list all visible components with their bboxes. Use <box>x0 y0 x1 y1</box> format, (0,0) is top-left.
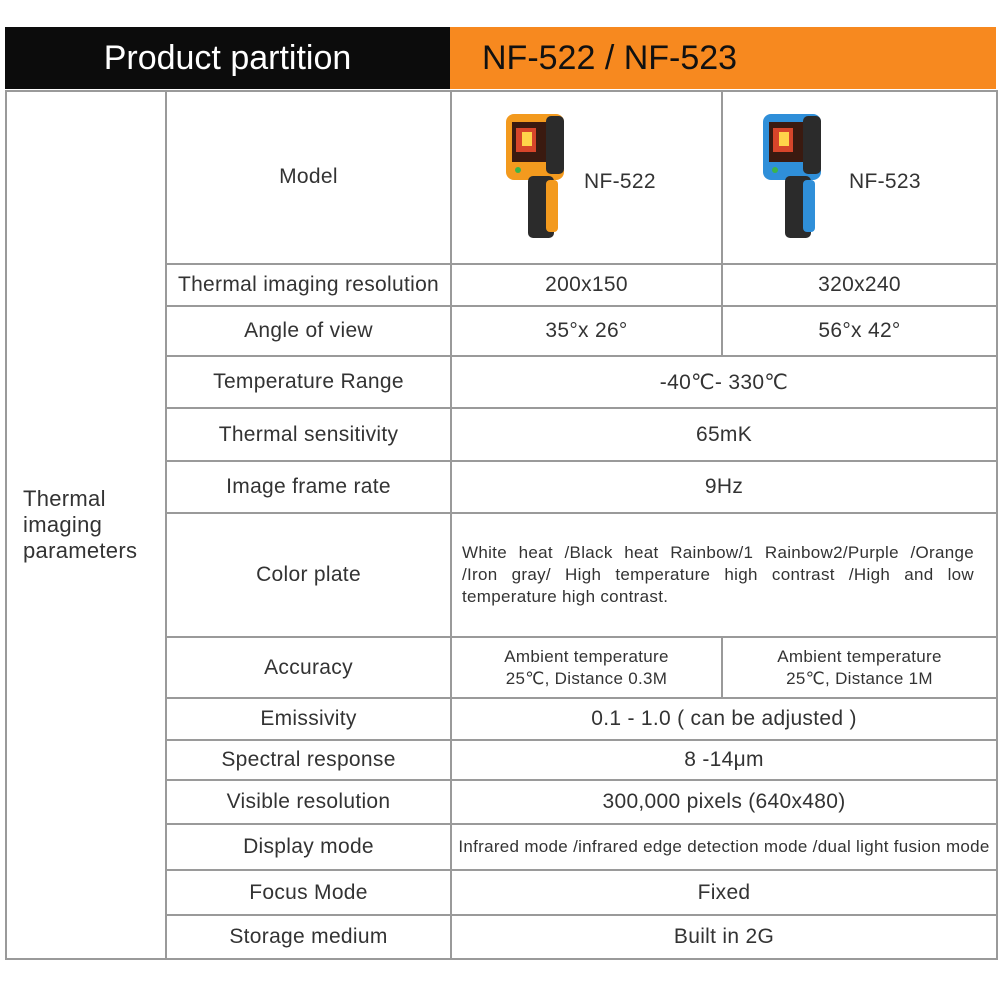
accuracy-nf522-line1: Ambient temperature <box>504 646 669 666</box>
sensitivity-value: 65mK <box>451 408 997 460</box>
table-row-model <box>6 91 997 264</box>
thermal-camera-blue-icon <box>759 110 829 250</box>
angle-nf522: 35°x 26° <box>451 306 722 356</box>
row-label-sensitivity: Thermal sensitivity <box>166 408 451 460</box>
row-label-visible-res: Visible resolution <box>166 780 451 824</box>
accuracy-nf523-line1: Ambient temperature <box>777 646 942 666</box>
storage-value: Built in 2G <box>451 915 997 959</box>
model-cell-nf522 <box>451 91 722 264</box>
row-label-focus-mode: Focus Mode <box>166 870 451 914</box>
model-name-nf522: NF-522 <box>584 170 656 193</box>
accuracy-nf522-line2: 25℃, Distance 0.3M <box>505 668 668 688</box>
spec-table <box>5 90 998 960</box>
row-label-resolution: Thermal imaging resolution <box>166 264 451 306</box>
resolution-nf523: 320x240 <box>722 264 997 306</box>
resolution-nf522: 200x150 <box>451 264 722 306</box>
row-label-model: Model <box>166 91 451 264</box>
focus-mode-value: Fixed <box>451 870 997 914</box>
row-label-accuracy: Accuracy <box>166 637 451 697</box>
accuracy-nf523 <box>722 637 997 697</box>
visible-res-value: 300,000 pixels (640x480) <box>451 780 997 824</box>
row-label-spectral: Spectral response <box>166 740 451 780</box>
model-range-title: NF-522 / NF-523 <box>450 27 996 89</box>
accuracy-nf523-line2: 25℃, Distance 1M <box>786 668 933 688</box>
angle-nf523: 56°x 42° <box>722 306 997 356</box>
row-label-display-mode: Display mode <box>166 824 451 870</box>
accuracy-nf522 <box>451 637 722 697</box>
spectral-value: 8 -14μm <box>451 740 997 780</box>
thermal-camera-orange-icon <box>502 110 572 250</box>
frame-rate-value: 9Hz <box>451 461 997 513</box>
row-label-storage: Storage medium <box>166 915 451 959</box>
row-label-temp-range: Temperature Range <box>166 356 451 408</box>
row-label-color-plate: Color plate <box>166 513 451 638</box>
color-plate-value: White heat /Black heat Rainbow/1 Rainbow2/Purple /Orange /Iron gray/ High temperature high contrast /High and low temperature high contrast. <box>451 513 997 638</box>
row-label-frame-rate: Image frame rate <box>166 461 451 513</box>
emissivity-value: 0.1 - 1.0 ( can be adjusted ) <box>451 698 997 740</box>
model-name-nf523: NF-523 <box>849 170 921 193</box>
group-label: Thermal imaging parameters <box>6 91 166 959</box>
model-cell-nf523 <box>722 91 997 264</box>
table-header <box>5 27 996 89</box>
product-partition-title: Product partition <box>5 27 450 89</box>
row-label-angle: Angle of view <box>166 306 451 356</box>
display-mode-value: Infrared mode /infrared edge detection mode /dual light fusion mode <box>451 824 997 870</box>
row-label-emissivity: Emissivity <box>166 698 451 740</box>
temp-range-value: -40℃- 330℃ <box>451 356 997 408</box>
